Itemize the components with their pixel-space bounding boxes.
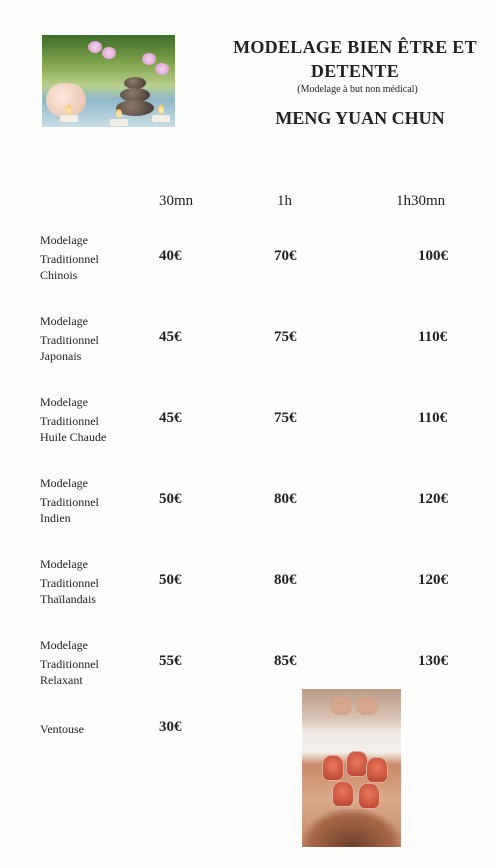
price-japonais-30mn: 45€ xyxy=(159,329,182,345)
price-chinois-1h: 70€ xyxy=(274,248,297,264)
page-title-line2: DETENTE xyxy=(310,61,400,81)
price-thailandais-30mn: 50€ xyxy=(159,572,182,588)
price-indien-1h: 80€ xyxy=(274,491,297,507)
price-chinois-1h30mn: 100€ xyxy=(418,248,448,264)
service-label-chinois xyxy=(40,232,150,283)
owner-name: MENG YUAN CHUN xyxy=(275,108,445,128)
service-line: Modelage xyxy=(40,314,88,328)
service-line: Traditionnel xyxy=(40,657,99,671)
price-relaxant-1h: 85€ xyxy=(274,653,297,669)
service-label-japonais xyxy=(40,313,150,364)
service-line: Japonais xyxy=(40,349,82,363)
service-line: Traditionnel xyxy=(40,495,99,509)
price-indien-1h30mn: 120€ xyxy=(418,491,448,507)
service-line: Indien xyxy=(40,511,71,525)
price-chinois-30mn: 40€ xyxy=(159,248,182,264)
column-header-1h30mn: 1h30mn xyxy=(396,193,446,209)
service-line: Traditionnel xyxy=(40,576,99,590)
column-header-1h: 1h xyxy=(277,193,292,209)
service-line: Modelage xyxy=(40,233,88,247)
service-line: Thaïlandais xyxy=(40,592,96,606)
price-relaxant-1h30mn: 130€ xyxy=(418,653,448,669)
price-japonais-1h30mn: 110€ xyxy=(418,329,448,345)
service-line: Relaxant xyxy=(40,673,83,687)
service-label-thailandais xyxy=(40,556,150,607)
price-thailandais-1h30mn: 120€ xyxy=(418,572,448,588)
service-label-ventouse: Ventouse xyxy=(40,722,84,736)
price-indien-30mn: 50€ xyxy=(159,491,182,507)
service-line: Modelage xyxy=(40,638,88,652)
price-thailandais-1h: 80€ xyxy=(274,572,297,588)
service-line: Modelage xyxy=(40,395,88,409)
service-line: Modelage xyxy=(40,557,88,571)
service-label-indien xyxy=(40,475,150,526)
service-label-relaxant xyxy=(40,637,150,688)
price-huile-chaude-1h30mn: 110€ xyxy=(418,410,448,426)
service-line: Traditionnel xyxy=(40,414,99,428)
column-header-30mn: 30mn xyxy=(159,193,194,209)
service-line: Huile Chaude xyxy=(40,430,107,444)
service-line: Chinois xyxy=(40,268,78,282)
service-line: Traditionnel xyxy=(40,252,99,266)
subtitle: (Modelage à but non médical) xyxy=(297,84,418,95)
price-huile-chaude-1h: 75€ xyxy=(274,410,297,426)
cupping-therapy-photo xyxy=(302,689,401,847)
service-label-huile-chaude xyxy=(40,394,150,445)
price-ventouse: 30€ xyxy=(159,719,182,735)
price-relaxant-30mn: 55€ xyxy=(159,653,182,669)
price-japonais-1h: 75€ xyxy=(274,329,297,345)
price-huile-chaude-30mn: 45€ xyxy=(159,410,182,426)
page-title-line1: MODELAGE BIEN ÊTRE ET xyxy=(233,37,477,57)
service-line: Modelage xyxy=(40,476,88,490)
spa-stones-photo xyxy=(42,35,175,127)
service-line: Traditionnel xyxy=(40,333,99,347)
